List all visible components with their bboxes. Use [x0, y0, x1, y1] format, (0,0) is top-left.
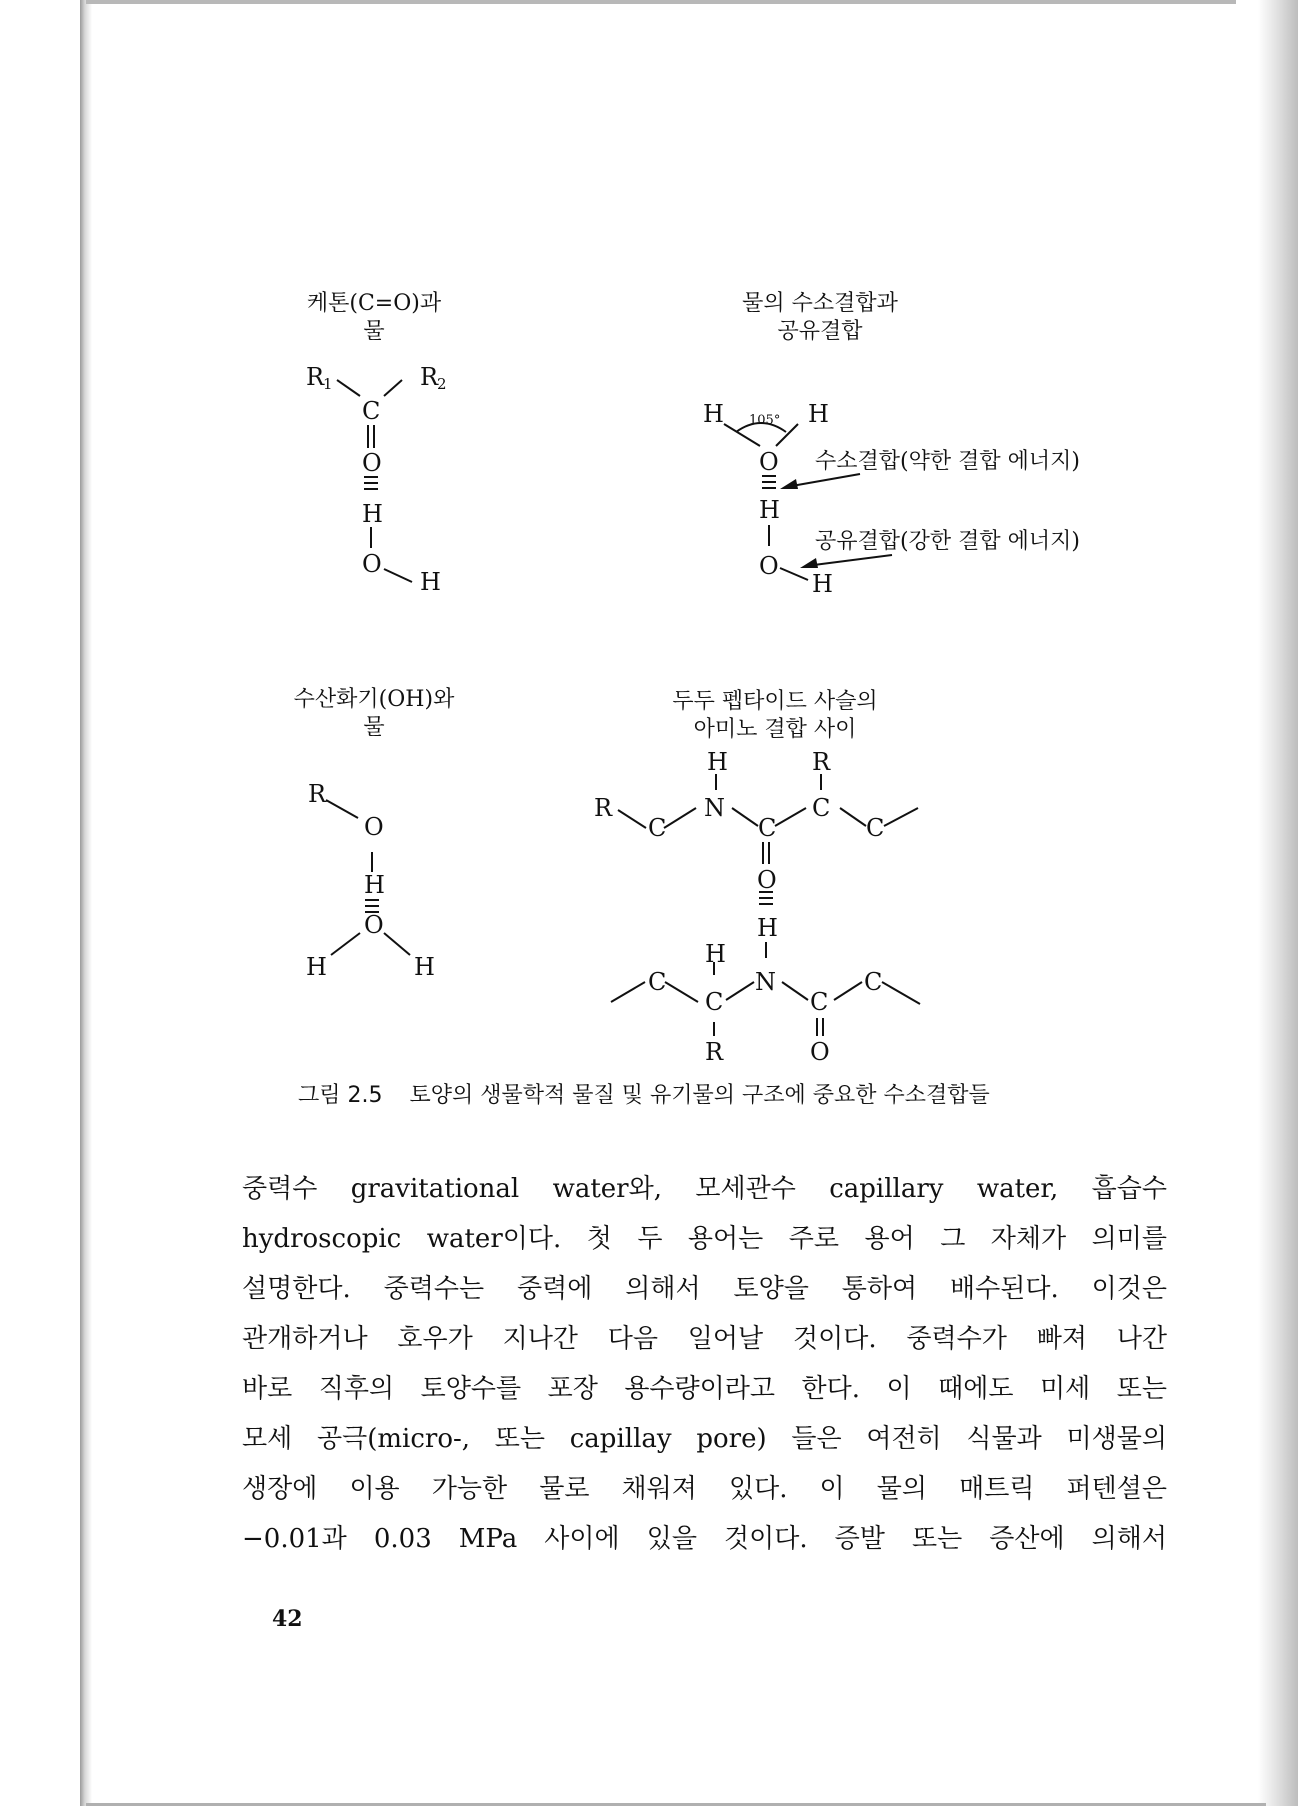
body-line: 설명한다. 중력수는 중력에 의해서 토양을 통하여 배수된다. 이것은	[242, 1274, 1167, 1304]
water-h-right: H	[808, 400, 829, 428]
hydrogen-bond-annotation: 수소결합(약한 결합 에너지)	[815, 449, 1080, 474]
hydroxyl-title-line1: 수산화기(OH)와	[293, 687, 455, 712]
hydroxyl-h-right: H	[414, 953, 435, 981]
covalent-bond-annotation: 공유결합(강한 결합 에너지)	[815, 529, 1080, 554]
peptide-top-r: R	[812, 748, 831, 776]
figure-caption	[298, 1078, 1118, 1109]
peptide-structure	[594, 748, 884, 1066]
ketone-o: O	[362, 449, 382, 477]
body-line: −0.01과 0.03 MPa 사이에 있을 것이다. 증발 또는 증산에 의해서	[242, 1524, 1167, 1554]
water-h-left: H	[703, 400, 724, 428]
peptide-c6: C	[705, 988, 724, 1016]
peptide-title-line2: 아미노 결합 사이	[693, 717, 857, 742]
peptide-o-bottom: O	[810, 1038, 830, 1066]
peptide-n2: N	[755, 968, 776, 996]
peptide-c7: C	[810, 988, 829, 1016]
peptide-top-h: H	[707, 748, 728, 776]
water-title-line1: 물의 수소결합과	[742, 291, 898, 316]
hydroxyl-h-left: H	[306, 953, 327, 981]
hydroxyl-o: O	[364, 813, 384, 841]
hydroxyl-o2: O	[364, 911, 384, 939]
body-line: 관개하거나 호우가 지나간 다음 일어날 것이다. 중력수가 빠져 나간	[242, 1324, 1167, 1354]
hydroxyl-title-line2: 물	[363, 715, 385, 740]
water-title-line2: 공유결합	[777, 319, 863, 344]
peptide-o1: O	[757, 866, 777, 894]
hydroxyl-h: H	[364, 871, 385, 899]
ketone-c: C	[362, 397, 381, 425]
page-number: 42	[272, 1606, 303, 1632]
peptide-n1: N	[704, 794, 725, 822]
peptide-c4: C	[866, 814, 885, 842]
body-line: 바로 직후의 토양수를 포장 용수량이라고 한다. 이 때에도 미세 또는	[242, 1374, 1167, 1404]
ketone-h2: H	[420, 568, 441, 596]
water-structure	[703, 400, 1080, 598]
body-line: 모세 공극(micro-, 또는 capillay pore) 들은 여전히 식물과 미생물의	[242, 1424, 1167, 1454]
body-line: 중력수 gravitational water와, 모세관수 capillary water, 흡습수	[242, 1174, 1167, 1204]
peptide-c2: C	[758, 814, 777, 842]
ketone-o2: O	[362, 550, 382, 578]
water-o: O	[759, 448, 779, 476]
peptide-c3: C	[812, 794, 831, 822]
ketone-title-line1: 케톤(C=O)과	[306, 291, 442, 316]
body-line: hydroscopic water이다. 첫 두 용어는 주로 용어 그 자체가 의미를	[242, 1224, 1167, 1254]
body-line: 생장에 이용 가능한 물로 채워져 있다. 이 물의 매트릭 퍼텐셜은	[242, 1474, 1167, 1504]
water-h2: H	[812, 570, 833, 598]
peptide-h-low: H	[705, 940, 726, 968]
peptide-r-left: R	[594, 794, 613, 822]
ketone-structure	[306, 363, 447, 596]
ketone-h: H	[362, 500, 383, 528]
ketone-r1: R	[306, 363, 325, 391]
water-h: H	[759, 496, 780, 524]
ketone-title-line2: 물	[363, 319, 385, 344]
peptide-r-bottom: R	[705, 1038, 724, 1066]
ketone-r2: R	[420, 363, 439, 391]
peptide-c8: C	[864, 968, 883, 996]
hydroxyl-r: R	[308, 780, 327, 808]
figure-caption-text: 토양의 생물학적 물질 및 유기물의 구조에 중요한 수소결합들	[409, 1083, 990, 1108]
hydroxyl-structure	[306, 780, 435, 981]
ketone-r2-sub: 2	[437, 375, 447, 393]
ketone-r1-sub: 1	[323, 375, 333, 393]
water-o2: O	[759, 552, 779, 580]
peptide-title-line1: 두두 펩타이드 사슬의	[672, 689, 878, 714]
peptide-h-mid: H	[757, 914, 778, 942]
body-paragraph	[242, 1164, 1167, 1564]
figure-caption-number: 그림 2.5	[298, 1083, 383, 1108]
peptide-c1: C	[648, 814, 667, 842]
peptide-c5: C	[648, 968, 667, 996]
water-angle: 105°	[749, 413, 781, 428]
